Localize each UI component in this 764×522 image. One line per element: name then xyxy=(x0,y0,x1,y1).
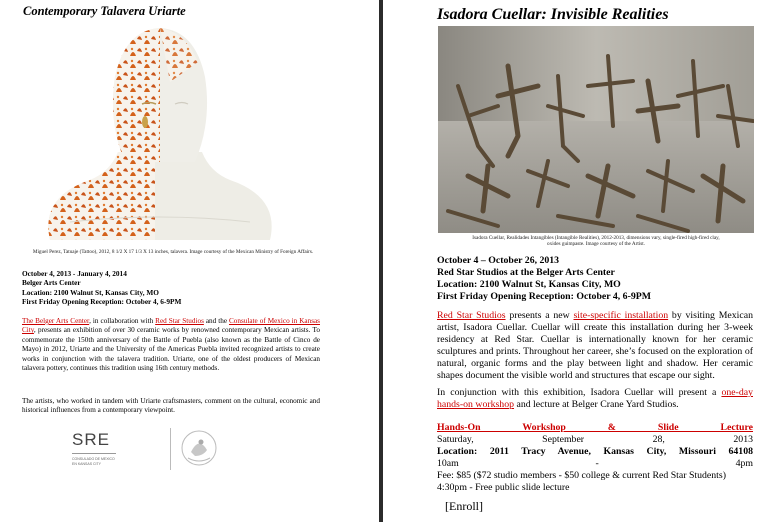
right-image-caption xyxy=(438,235,754,247)
enroll-link[interactable]: [Enroll] xyxy=(445,499,483,513)
right-event-location: Location: 2100 Walnut St, Kansas City, MO xyxy=(437,279,621,290)
sre-logo-sub1: CONSULADO DE MEXICO xyxy=(72,457,115,461)
right-p2-text-1: In conjunction with this exhibition, Isadora Cuellar will present a xyxy=(437,387,722,398)
workshop-fee: Fee: $85 ($72 studio members - $50 college & current Red Star Students) xyxy=(437,470,726,481)
right-event-reception: First Friday Opening Reception: October 4, 6-9PM xyxy=(437,291,651,302)
right-p1-text-1: presents a new xyxy=(505,310,574,321)
left-p1-text-1: , in collaboration with xyxy=(89,317,156,325)
left-event-reception: First Friday Opening Reception: October 4, 6-9PM xyxy=(22,297,182,307)
sre-logo xyxy=(72,428,252,478)
sre-logo-sub2: EN KANSAS CITY xyxy=(72,462,101,466)
right-event-venue: Red Star Studios at the Belger Arts Center xyxy=(437,267,615,278)
left-page xyxy=(0,0,378,522)
installation-photo-image xyxy=(438,26,754,233)
sre-logo-underline xyxy=(72,453,116,454)
right-page xyxy=(383,0,764,522)
site-specific-installation-link[interactable]: site-specific installation xyxy=(573,310,669,321)
left-event-info xyxy=(22,269,181,307)
workshop-location-label: Location: xyxy=(437,446,478,457)
right-red-star-studios-link[interactable]: Red Star Studios xyxy=(437,310,506,321)
right-caption-line-2: oxides guimpaste. Image courtesy of the Artist. xyxy=(547,241,645,247)
right-paragraph-1 xyxy=(437,310,753,382)
one-day-workshop-link[interactable]: one-day hands-on workshop xyxy=(437,387,753,410)
left-p1-text-3: , presents an exhibition of over 30 ceramic works by renowned contemporary Mexican artists. To commemorate the 150th anniversary of the Battle of Puebla (also known as the Battle of Cinco de Mayo) in 2012, Uriarte and the University of the Americas Puebla invited recognized artists to create works in conjunction with the talavera tradition. Uriarte, one of the oldest producers of Mexican talavera pottery, continues this tradition using 16th century methods. xyxy=(22,326,320,373)
left-p1-text-2: and the xyxy=(203,317,229,325)
left-paragraph-1 xyxy=(22,317,320,373)
left-event-venue: Belger Arts Center xyxy=(22,278,81,288)
right-caption-line-1: Isadora Cuellar, Realidades Intangibles (Intangible Realities), 2012-2013, dimensions vary, single-fired high-fired clay, xyxy=(472,235,720,241)
workshop-lecture: 4:30pm - Free public slide lecture xyxy=(437,482,570,493)
right-title: Isadora Cuellar: Invisible Realities xyxy=(437,6,669,23)
workshop-date: Saturday, September 28, 2013 xyxy=(437,434,753,445)
sre-logo-name: SRE xyxy=(72,430,110,449)
left-title: Contemporary Talavera Uriarte xyxy=(23,4,186,18)
right-paragraph-2 xyxy=(437,387,753,411)
workshop-time: 10am - 4pm xyxy=(437,458,753,469)
right-event-info xyxy=(437,255,651,303)
workshop-heading-link[interactable]: Hands-On Workshop & Slide Lecture xyxy=(437,422,753,433)
workshop-details xyxy=(437,422,753,494)
workshop-location-value: 2011 Tracy Avenue, Kansas City, Missouri 64108 xyxy=(489,446,753,457)
talavera-sculpture-image xyxy=(30,22,290,246)
right-p1-text-2: by visiting Mexican artist, Isadora Cuellar. Cuellar will create this installation during her 3-week residency at Red Star. Cuellar is internationally known for her ceramic sculptures and prints. Throughout her career, she’s focused on the exploration of natural, organic forms and the play between light and shadow. Her ceramic shapes document the visible world and structures that escape our sight. xyxy=(437,310,753,381)
left-event-dates: October 4, 2013 - January 4, 2014 xyxy=(22,269,127,278)
logo-separator xyxy=(170,428,171,470)
right-p2-text-2: and lecture at Belger Crane Yard Studios. xyxy=(514,399,679,410)
left-image-caption: Miguel Perez, Tatuaje (Tattoo), 2012, 8 1/2 X 17 1/3 X 13 inches, talavera. Image courtesy of the Mexican Ministry of Foreign Affairs. xyxy=(32,249,314,255)
left-paragraph-2: The artists, who worked in tandem with Uriarte craftsmasters, comment on the cultural, economic and historical influences from a contemporary viewpoint. xyxy=(22,397,320,415)
right-event-dates: October 4 – October 26, 2013 xyxy=(437,255,560,266)
workshop-location xyxy=(437,446,753,458)
red-star-studios-link[interactable]: Red Star Studios xyxy=(155,317,204,325)
left-event-location: Location: 2100 Walnut St, Kansas City, MO xyxy=(22,287,159,297)
consulate-of-mexico-link[interactable]: Consulate of Mexico in Kansas City xyxy=(22,317,320,335)
mexican-coat-of-arms-icon xyxy=(180,428,218,468)
belger-arts-center-link[interactable]: The Belger Arts Center xyxy=(22,317,90,325)
